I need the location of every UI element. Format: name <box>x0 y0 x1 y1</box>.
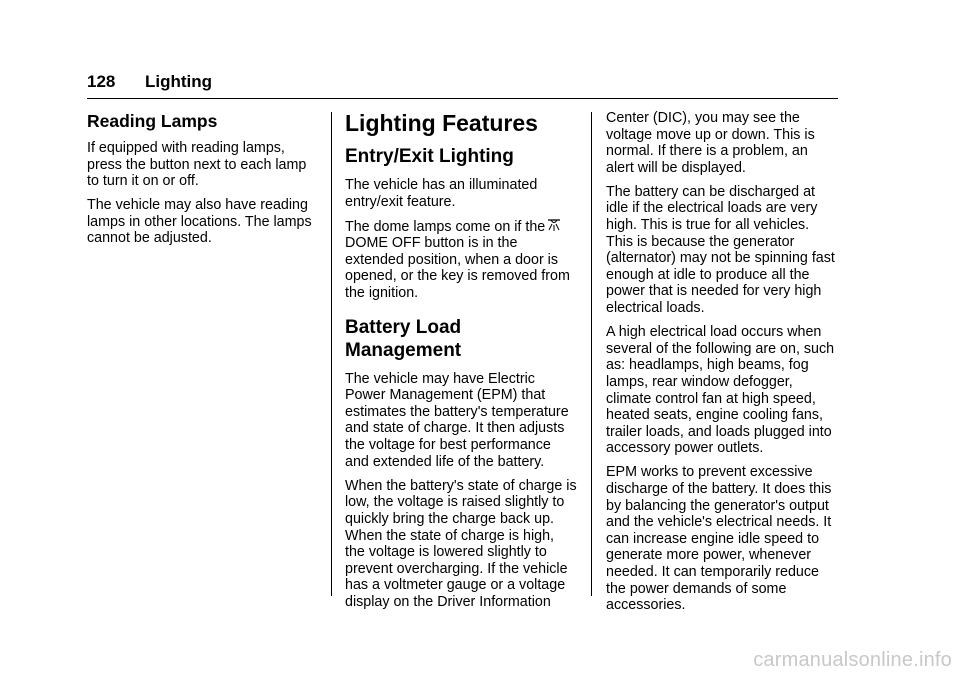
column-divider-2 <box>591 112 592 596</box>
entry-exit-heading: Entry/Exit Lighting <box>345 146 514 167</box>
battery-paragraph-4: The battery can be discharged at idle if the electrical loads are very high. This is true for all vehicles. This is because the generator (alternator) may not be spinning fast enough at idle to produce all the power that is needed for very high electrical loads. <box>606 183 835 317</box>
battery-paragraph-5: A high electrical load occurs when several of the following are on, such as: headlamps, high beams, fog lamps, rear window defogger, climate control fan at high speed, heated seats, engine cooling fans, trailer loads, and loads plugged into accessory power outlets. <box>606 324 835 457</box>
column-3 <box>606 110 838 621</box>
page-header <box>87 72 838 92</box>
entry-exit-paragraph-2 <box>345 218 577 302</box>
header-rule <box>87 98 838 99</box>
watermark: carmanualsonline.info <box>753 649 952 671</box>
battery-paragraph-6: EPM works to prevent excessive discharge of the battery. It does this by balancing the generator's output and the vehicle's electrical needs. It can increase engine idle speed to generate more power, whenever needed. It can temporarily reduce the power demands of some accessories. <box>606 464 832 614</box>
dome-lamp-icon <box>547 218 561 232</box>
battery-paragraph-3: Center (DIC), you may see the voltage move up or down. This is normal. If there is a problem, an alert will be displayed. <box>606 110 815 176</box>
reading-lamps-paragraph-1: If equipped with reading lamps, press the button next to each lamp to turn it on or off. <box>87 140 307 190</box>
battery-paragraph-1: The vehicle may have Electric Power Management (EPM) that estimates the battery's temperature and state of charge. It then adjusts the voltage for best performance and extended life of the battery. <box>345 370 569 470</box>
section-title: Lighting <box>145 72 213 91</box>
column-1 <box>87 110 315 255</box>
entry-exit-paragraph-1: The vehicle has an illuminated entry/exit feature. <box>345 177 538 210</box>
entry-exit-paragraph-2b: DOME OFF button is in the extended position, when a door is opened, or the key is removed from the ignition. <box>345 235 570 302</box>
column-divider-1 <box>331 112 332 596</box>
column-2 <box>345 110 577 618</box>
reading-lamps-heading: Reading Lamps <box>87 111 218 131</box>
page-number: 128 <box>87 72 116 91</box>
battery-paragraph-2: When the battery's state of charge is low, the voltage is raised slightly to quickly bring the charge back up. When the state of charge is high, the voltage is lowered slightly to prevent overcharging. If the vehicle has a voltmeter gauge or a voltage display on the Driver Information <box>345 477 577 610</box>
reading-lamps-paragraph-2: The vehicle may also have reading lamps in other locations. The lamps cannot be adjusted. <box>87 197 312 247</box>
entry-exit-paragraph-2a: The dome lamps come on if the <box>345 218 546 235</box>
lighting-features-heading: Lighting Features <box>345 110 538 136</box>
battery-load-heading: Battery Load Management <box>345 316 462 361</box>
